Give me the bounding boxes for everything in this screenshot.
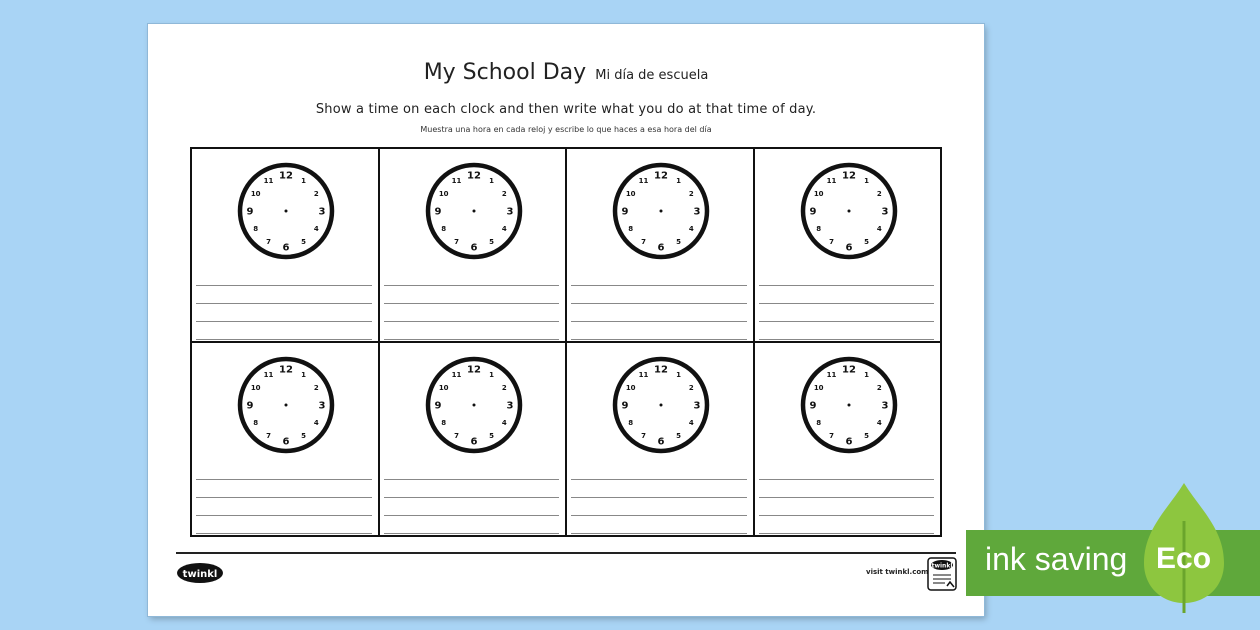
clock-number: 11 [638,371,649,380]
worksheet-page [148,24,984,616]
clock-number: 10 [813,190,824,198]
clock-number: 7 [266,237,271,246]
writing-line[interactable] [384,515,560,516]
writing-line[interactable] [196,533,372,534]
clock-number: 10 [250,384,261,392]
clock-center-dot [847,404,850,407]
clock-number: 10 [438,384,449,392]
clock-number: 5 [863,431,869,440]
clock-number: 10 [813,384,824,392]
clock-number: 5 [863,237,869,246]
clock-face-icon[interactable] [236,355,336,455]
instruction-english: Show a time on each clock and then write what you do at that time of day. [315,102,817,117]
clock-number: 12 [841,364,856,376]
writing-line[interactable] [196,515,372,516]
clock-number: 2 [876,384,882,392]
clock-number: 3 [318,400,326,412]
writing-line[interactable] [196,497,372,498]
clock-number: 2 [501,190,507,198]
clock-number: 2 [688,384,694,392]
writing-line[interactable] [759,321,935,322]
writing-line[interactable] [384,321,560,322]
clock-number: 12 [279,170,293,182]
clock-grid [190,147,942,537]
clock-face-icon[interactable] [799,161,899,261]
clock-number: 2 [876,190,882,198]
clock-number: 9 [621,206,629,218]
clock-number: 8 [815,225,821,233]
clock-number: 6 [845,436,852,448]
clock-number: 7 [266,431,271,440]
clock-number: 7 [828,431,834,440]
writing-line[interactable] [571,533,747,534]
clock-number: 1 [488,177,494,186]
clock-box [566,342,754,536]
writing-line[interactable] [196,479,372,480]
clock-number: 7 [453,431,459,440]
writing-line[interactable] [571,285,747,286]
clock-number: 6 [470,242,477,254]
clock-number: 8 [440,225,446,233]
writing-line[interactable] [384,285,560,286]
clock-number: 2 [688,190,694,198]
writing-line[interactable] [196,321,372,322]
clock-number: 1 [488,371,494,380]
clock-number: 8 [628,419,634,427]
clock-number: 9 [809,206,816,218]
clock-number: 1 [676,177,681,186]
writing-line[interactable] [571,321,747,322]
clock-number: 6 [845,242,852,254]
clock-number: 11 [451,177,461,186]
writing-line[interactable] [571,339,747,340]
clock-number: 11 [263,371,274,380]
logo-text: twinkl [182,569,218,580]
clock-number: 11 [638,177,649,186]
ink-saving-label: ink saving [985,541,1128,577]
writing-line[interactable] [759,479,935,480]
clock-number: 3 [881,206,888,218]
clock-face-icon[interactable] [236,161,336,261]
clock-number: 6 [470,436,477,448]
writing-line[interactable] [571,515,747,516]
clock-number: 4 [688,419,694,427]
clock-center-dot [660,404,663,407]
clock-number: 4 [313,225,319,233]
clock-box [754,342,942,536]
writing-line[interactable] [384,303,560,304]
eco-badge-label: Eco [1156,542,1212,575]
clock-number: 3 [693,206,701,218]
clock-number: 7 [641,237,646,246]
clock-number: 11 [451,371,461,380]
clock-number: 6 [282,436,290,448]
clock-number: 5 [301,237,306,246]
clock-box [379,148,567,342]
writing-line[interactable] [196,285,372,286]
badge-text: twinkl [931,562,953,570]
clock-number: 7 [828,237,834,246]
clock-number: 8 [815,419,821,427]
clock-number: 4 [688,225,694,233]
clock-face-icon[interactable] [799,355,899,455]
clock-number: 2 [501,384,507,392]
clock-face-icon[interactable] [424,355,524,455]
clock-number: 6 [657,436,665,448]
clock-face-icon[interactable] [611,161,711,261]
clock-number: 8 [440,419,446,427]
writing-line[interactable] [759,533,935,534]
quality-badge-icon [927,557,957,591]
clock-number: 7 [453,237,459,246]
clock-number: 12 [279,364,293,376]
clock-number: 3 [506,206,513,218]
writing-line[interactable] [571,303,747,304]
clock-number: 4 [876,419,882,427]
clock-number: 5 [488,237,494,246]
instruction-spanish: Muestra una hora en cada reloj y escribe lo que haces a esa hora del día [420,125,712,134]
clock-number: 1 [301,371,306,380]
writing-line[interactable] [759,303,935,304]
clock-center-dot [285,210,288,213]
writing-line[interactable] [759,515,935,516]
clock-center-dot [472,404,475,407]
clock-number: 3 [506,400,513,412]
clock-number: 8 [253,225,259,233]
writing-line[interactable] [384,339,560,340]
writing-line[interactable] [196,303,372,304]
clock-number: 10 [625,384,636,392]
clock-number: 11 [826,371,836,380]
writing-line[interactable] [571,479,747,480]
clock-number: 4 [876,225,882,233]
clock-number: 8 [253,419,259,427]
visit-link[interactable]: visit twinkl.com [866,568,929,576]
writing-line[interactable] [196,339,372,340]
writing-line[interactable] [759,285,935,286]
clock-number: 3 [318,206,326,218]
clock-number: 3 [881,400,888,412]
clock-face-icon[interactable] [611,355,711,455]
clock-number: 4 [501,419,507,427]
title-spanish: Mi día de escuela [595,68,709,83]
clock-number: 6 [657,242,665,254]
clock-center-dot [285,404,288,407]
clock-number: 9 [434,400,441,412]
clock-number: 1 [301,177,306,186]
clock-box [191,342,379,536]
writing-line[interactable] [571,497,747,498]
clock-number: 9 [434,206,441,218]
clock-box [379,342,567,536]
clock-number: 5 [301,431,306,440]
clock-number: 11 [826,177,836,186]
clock-number: 2 [313,190,319,198]
clock-number: 8 [628,225,634,233]
worksheet-title [148,60,984,85]
clock-number: 11 [263,177,274,186]
clock-box [191,148,379,342]
clock-number: 12 [841,170,856,182]
clock-number: 1 [676,371,681,380]
title-english: My School Day [423,60,587,85]
writing-line[interactable] [384,497,560,498]
clock-number: 5 [676,237,681,246]
clock-number: 9 [246,400,254,412]
clock-number: 5 [488,431,494,440]
clock-number: 1 [863,371,869,380]
clock-center-dot [472,210,475,213]
clock-box [754,148,942,342]
writing-line[interactable] [384,479,560,480]
twinkl-logo [176,562,224,584]
clock-face-icon[interactable] [424,161,524,261]
clock-number: 10 [438,190,449,198]
clock-number: 12 [466,170,481,182]
clock-number: 4 [313,419,319,427]
clock-number: 5 [676,431,681,440]
clock-center-dot [847,210,850,213]
clock-number: 12 [654,170,668,182]
clock-box [566,148,754,342]
footer-divider [176,552,956,554]
clock-number: 10 [625,190,636,198]
clock-number: 4 [501,225,507,233]
clock-number: 9 [621,400,629,412]
writing-line[interactable] [384,533,560,534]
clock-number: 9 [246,206,254,218]
clock-number: 7 [641,431,646,440]
clock-center-dot [660,210,663,213]
writing-line[interactable] [759,339,935,340]
clock-number: 12 [466,364,481,376]
clock-number: 3 [693,400,701,412]
clock-number: 6 [282,242,290,254]
clock-number: 10 [250,190,261,198]
clock-number: 1 [863,177,869,186]
clock-number: 2 [313,384,319,392]
writing-line[interactable] [759,497,935,498]
clock-number: 12 [654,364,668,376]
clock-number: 9 [809,400,816,412]
